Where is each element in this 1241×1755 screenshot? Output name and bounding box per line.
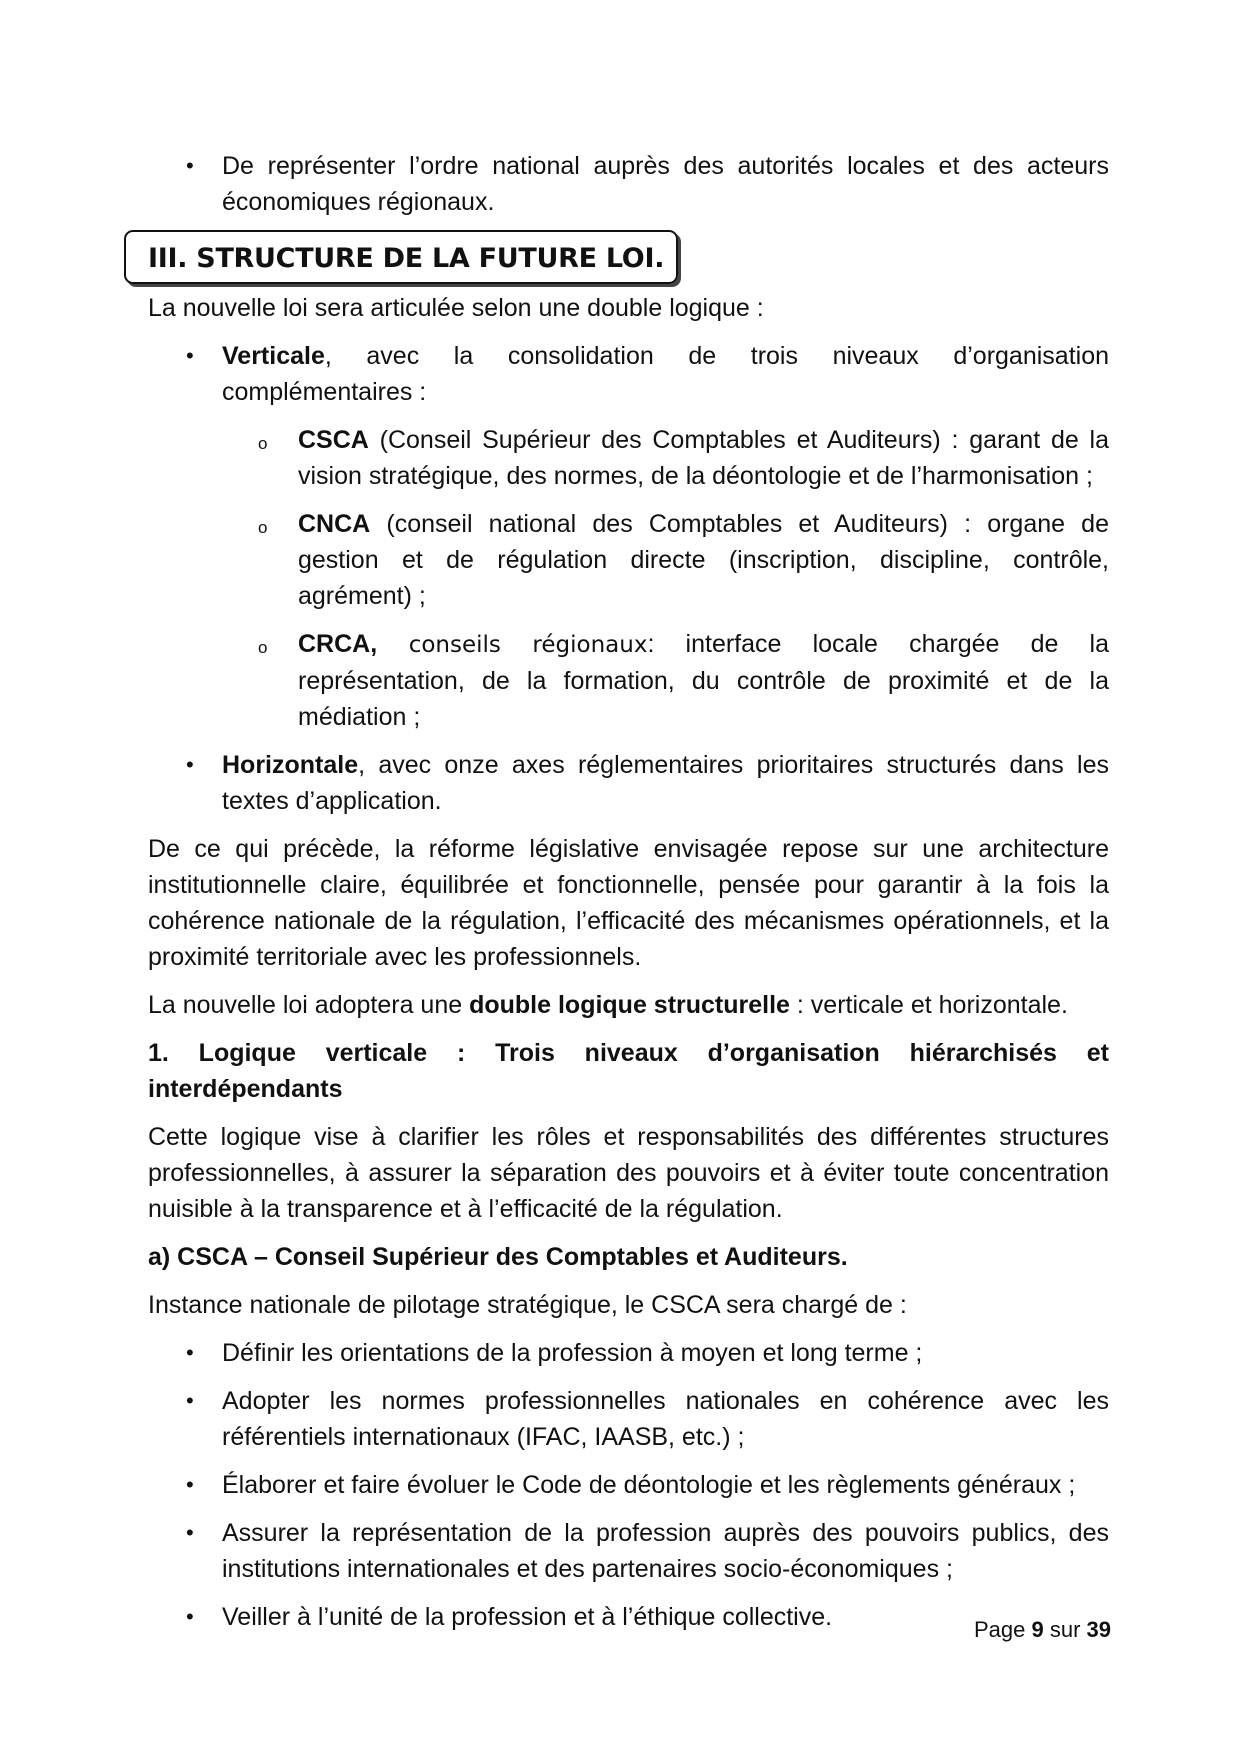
sub-item-csca-bold: CSCA (298, 426, 369, 454)
sub-item-crca-bold: CRCA, (298, 630, 378, 658)
list-item: • Définir les orientations de la profession à moyen et long terme ; (148, 1335, 1109, 1371)
footer-page-total: 39 (1086, 1617, 1111, 1642)
paragraph-double-logique: La nouvelle loi sera articulée selon une double logique : (148, 294, 764, 322)
sub-item-cnca (148, 506, 1109, 614)
paragraph-adoptera-post: : verticale et horizontale. (789, 991, 1068, 1019)
sub-item-crca-wide: conseils régionaux (377, 632, 648, 658)
paragraph-adoptera (148, 987, 1109, 1023)
paragraph-instance: Instance nationale de pilotage stratégique, le CSCA sera chargé de : (148, 1291, 907, 1319)
sub-item-crca-text: : interface locale chargée de la représentation, de la formation, du contrôle de proximité et de la médiation ; (298, 630, 1109, 731)
footer-sur-word: sur (1049, 1617, 1081, 1642)
footer-page-word: Page (973, 1617, 1026, 1642)
page-footer (974, 1612, 1111, 1648)
section-title: III. STRUCTURE DE LA FUTURE LOI. (148, 243, 665, 274)
bullet-verticale-text: , avec la consolidation de trois niveaux d’organisation complémentaires : (222, 342, 1109, 406)
sub-item-csca (148, 422, 1109, 494)
list-item: • Veiller à l’unité de la profession et à l’éthique collective. (148, 1599, 1109, 1635)
bullet-horizontale-text: , avec onze axes réglementaires prioritaires structurés dans les textes d’application. (222, 751, 1109, 815)
list-item: • Adopter les normes professionnelles nationales en cohérence avec les référentiels internationaux (IFAC, IAASB, etc.) ; (148, 1383, 1109, 1455)
bullet-horizontale (148, 747, 1109, 819)
bullet-horizontale-bold: Horizontale (222, 751, 359, 779)
list-item: • Assurer la représentation de la profession auprès des pouvoirs publics, des institutions internationales et des partenaires socio-économiques ; (148, 1515, 1109, 1587)
section-heading-wrap (148, 230, 1109, 284)
footer-page-number: 9 (1031, 1617, 1044, 1642)
sub-item-cnca-text: (conseil national des Comptables et Auditeurs) : organe de gestion et de régulation directe (inscription, discipline, contrôle, agrément) ; (298, 510, 1109, 610)
heading-logique-verticale (148, 1035, 1109, 1107)
bullet-verticale-bold: Verticale (222, 342, 325, 370)
sub-item-csca-text: (Conseil Supérieur des Comptables et Auditeurs) : garant de la vision stratégique, des normes, de la déontologie et de l’harmonisation ; (298, 426, 1109, 490)
paragraph-adoptera-bold: double logique structurelle (469, 991, 790, 1019)
list-item: • Élaborer et faire évoluer le Code de déontologie et les règlements généraux ; (148, 1467, 1109, 1503)
heading-csca (148, 1239, 1109, 1275)
sub-item-crca (148, 626, 1109, 735)
heading-logique-verticale-text: 1. Logique verticale : Trois niveaux d’organisation hiérarchisés et interdépendants (148, 1039, 1109, 1103)
section-heading-box (124, 230, 678, 284)
heading-csca-text: a) CSCA – Conseil Supérieur des Comptables et Auditeurs. (148, 1243, 848, 1271)
paragraph-logique: Cette logique vise à clarifier les rôles et responsabilités des différentes structures professionnelles, à assurer la séparation des pouvoirs et à éviter toute concentration nuisible à la transparence et à l’efficacité de la régulation. (148, 1123, 1109, 1223)
bullet-verticale (148, 338, 1109, 410)
paragraph-precede: De ce qui précède, la réforme législative envisagée repose sur une architecture institutionnelle claire, équilibrée et fonctionnelle, pensée pour garantir à la fois la cohérence nationale de la régulation, l’efficacité des mécanismes opérationnels, et la proximité territoriale avec les professionnels. (148, 835, 1109, 971)
intro-bullet: • De représenter l’ordre national auprès des autorités locales et des acteurs économiques régionaux. (148, 148, 1109, 220)
sub-item-cnca-bold: CNCA (298, 510, 371, 538)
paragraph-adoptera-pre: La nouvelle loi adoptera une (148, 991, 470, 1019)
